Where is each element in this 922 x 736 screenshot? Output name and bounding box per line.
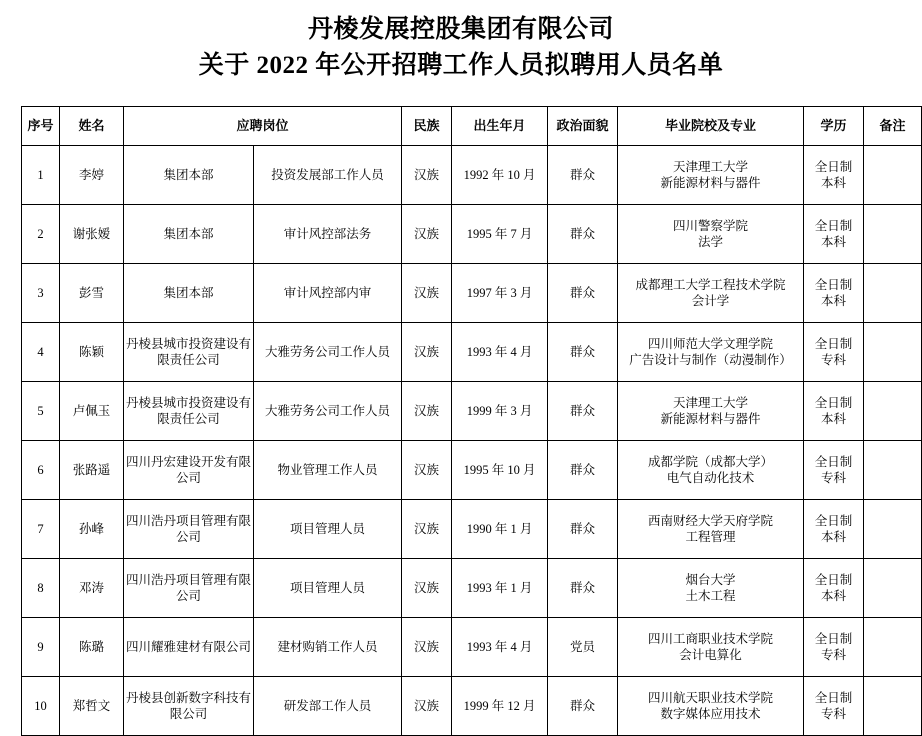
cell-position: 物业管理工作人员 xyxy=(254,441,402,500)
cell-school xyxy=(618,146,804,205)
table-header xyxy=(22,107,922,146)
table-row xyxy=(22,500,922,559)
cell-politics: 群众 xyxy=(548,205,618,264)
cell-education-line2: 本科 xyxy=(821,530,847,544)
cell-nation: 汉族 xyxy=(402,500,452,559)
cell-position: 建材购销工作人员 xyxy=(254,618,402,677)
cell-remark xyxy=(864,146,922,205)
cell-unit: 丹棱县城市投资建设有限责任公司 xyxy=(124,382,254,441)
cell-education-line1: 全日制 xyxy=(814,691,853,705)
table-row xyxy=(22,382,922,441)
cell-school-line2: 工程管理 xyxy=(685,530,736,544)
cell-no: 5 xyxy=(22,382,60,441)
cell-unit: 集团本部 xyxy=(124,205,254,264)
table-row xyxy=(22,323,922,382)
table-container xyxy=(0,84,922,736)
cell-school-line1: 四川师范大学文理学院 xyxy=(648,337,774,351)
cell-remark xyxy=(864,382,922,441)
header-nation: 民族 xyxy=(402,107,452,146)
cell-unit: 四川丹宏建设开发有限公司 xyxy=(124,441,254,500)
cell-education xyxy=(804,500,864,559)
cell-education xyxy=(804,618,864,677)
header-no: 序号 xyxy=(22,107,60,146)
cell-nation: 汉族 xyxy=(402,146,452,205)
cell-politics: 群众 xyxy=(548,146,618,205)
cell-politics: 群众 xyxy=(548,500,618,559)
cell-birth: 1995 年 7 月 xyxy=(452,205,548,264)
cell-position: 项目管理人员 xyxy=(254,559,402,618)
header-post: 应聘岗位 xyxy=(124,107,402,146)
cell-education-line1: 全日制 xyxy=(814,396,853,410)
cell-school-line1: 天津理工大学 xyxy=(673,160,749,174)
cell-education-line2: 本科 xyxy=(821,412,847,426)
cell-unit: 四川浩丹项目管理有限公司 xyxy=(124,559,254,618)
cell-school-line2: 会计电算化 xyxy=(679,648,742,662)
cell-name: 彭雪 xyxy=(60,264,124,323)
cell-education xyxy=(804,146,864,205)
cell-education-line2: 本科 xyxy=(821,294,847,308)
cell-unit: 集团本部 xyxy=(124,264,254,323)
cell-politics: 群众 xyxy=(548,559,618,618)
candidates-table xyxy=(21,106,922,736)
cell-education-line2: 本科 xyxy=(821,235,847,249)
cell-nation: 汉族 xyxy=(402,205,452,264)
cell-position: 研发部工作人员 xyxy=(254,677,402,736)
cell-name: 李婷 xyxy=(60,146,124,205)
cell-no: 7 xyxy=(22,500,60,559)
header-name: 姓名 xyxy=(60,107,124,146)
cell-education-line1: 全日制 xyxy=(814,160,853,174)
cell-education xyxy=(804,323,864,382)
cell-politics: 党员 xyxy=(548,618,618,677)
cell-birth: 1993 年 1 月 xyxy=(452,559,548,618)
table-body xyxy=(22,146,922,736)
cell-education-line2: 专科 xyxy=(821,648,847,662)
cell-unit: 丹棱县创新数字科技有限公司 xyxy=(124,677,254,736)
cell-birth: 1993 年 4 月 xyxy=(452,618,548,677)
cell-no: 6 xyxy=(22,441,60,500)
cell-education-line1: 全日制 xyxy=(814,337,853,351)
table-row xyxy=(22,618,922,677)
cell-no: 4 xyxy=(22,323,60,382)
cell-school-line1: 四川警察学院 xyxy=(673,219,749,233)
cell-school-line2: 会计学 xyxy=(691,294,730,308)
header-birth: 出生年月 xyxy=(452,107,548,146)
header-education: 学历 xyxy=(804,107,864,146)
cell-school-line2: 法学 xyxy=(698,235,724,249)
table-row xyxy=(22,677,922,736)
cell-education-line1: 全日制 xyxy=(814,278,853,292)
cell-no: 1 xyxy=(22,146,60,205)
cell-no: 10 xyxy=(22,677,60,736)
cell-position: 投资发展部工作人员 xyxy=(254,146,402,205)
table-row xyxy=(22,146,922,205)
cell-school-line1: 四川航天职业技术学院 xyxy=(648,691,774,705)
cell-school xyxy=(618,559,804,618)
cell-politics: 群众 xyxy=(548,382,618,441)
table-row xyxy=(22,264,922,323)
title-line-2: 关于 2022 年公开招聘工作人员拟聘用人员名单 xyxy=(198,52,724,79)
cell-name: 邓涛 xyxy=(60,559,124,618)
cell-education-line1: 全日制 xyxy=(814,632,853,646)
cell-school-line2: 新能源材料与器件 xyxy=(660,412,761,426)
cell-name: 张路遥 xyxy=(60,441,124,500)
cell-unit: 四川耀雅建材有限公司 xyxy=(124,618,254,677)
cell-school xyxy=(618,323,804,382)
cell-birth: 1993 年 4 月 xyxy=(452,323,548,382)
cell-education xyxy=(804,677,864,736)
cell-school xyxy=(618,677,804,736)
cell-school-line2: 土木工程 xyxy=(685,589,736,603)
cell-education-line2: 专科 xyxy=(821,471,847,485)
cell-birth: 1999 年 3 月 xyxy=(452,382,548,441)
cell-education-line2: 专科 xyxy=(821,707,847,721)
cell-remark xyxy=(864,618,922,677)
cell-politics: 群众 xyxy=(548,441,618,500)
cell-school xyxy=(618,441,804,500)
cell-nation: 汉族 xyxy=(402,382,452,441)
cell-position: 项目管理人员 xyxy=(254,500,402,559)
cell-name: 谢张嫒 xyxy=(60,205,124,264)
cell-school-line1: 天津理工大学 xyxy=(673,396,749,410)
cell-no: 8 xyxy=(22,559,60,618)
cell-name: 卢佩玉 xyxy=(60,382,124,441)
cell-no: 3 xyxy=(22,264,60,323)
title-line-1: 丹棱发展控股集团有限公司 xyxy=(307,16,614,43)
cell-education-line1: 全日制 xyxy=(814,455,853,469)
cell-school-line1: 成都学院（成都大学） xyxy=(648,455,774,469)
header-school: 毕业院校及专业 xyxy=(618,107,804,146)
cell-school-line1: 四川工商职业技术学院 xyxy=(648,632,774,646)
cell-birth: 1995 年 10 月 xyxy=(452,441,548,500)
cell-no: 9 xyxy=(22,618,60,677)
cell-remark xyxy=(864,264,922,323)
cell-education-line1: 全日制 xyxy=(814,573,853,587)
cell-name: 陈璐 xyxy=(60,618,124,677)
cell-education xyxy=(804,205,864,264)
cell-no: 2 xyxy=(22,205,60,264)
cell-school xyxy=(618,500,804,559)
header-remark: 备注 xyxy=(864,107,922,146)
cell-school-line1: 烟台大学 xyxy=(685,573,736,587)
cell-education xyxy=(804,382,864,441)
cell-education-line1: 全日制 xyxy=(814,219,853,233)
table-row xyxy=(22,559,922,618)
cell-name: 陈颖 xyxy=(60,323,124,382)
cell-school-line1: 西南财经大学天府学院 xyxy=(648,514,774,528)
cell-birth: 1999 年 12 月 xyxy=(452,677,548,736)
cell-remark xyxy=(864,441,922,500)
cell-nation: 汉族 xyxy=(402,618,452,677)
cell-school-line2: 新能源材料与器件 xyxy=(660,176,761,190)
cell-school xyxy=(618,382,804,441)
cell-education xyxy=(804,441,864,500)
cell-school-line1: 成都理工大学工程技术学院 xyxy=(635,278,786,292)
cell-nation: 汉族 xyxy=(402,323,452,382)
cell-name: 孙峰 xyxy=(60,500,124,559)
cell-remark xyxy=(864,559,922,618)
cell-education-line2: 专科 xyxy=(821,353,847,367)
cell-education-line2: 本科 xyxy=(821,176,847,190)
cell-unit: 四川浩丹项目管理有限公司 xyxy=(124,500,254,559)
cell-unit: 集团本部 xyxy=(124,146,254,205)
cell-nation: 汉族 xyxy=(402,559,452,618)
cell-politics: 群众 xyxy=(548,323,618,382)
cell-position: 大雅劳务公司工作人员 xyxy=(254,323,402,382)
cell-nation: 汉族 xyxy=(402,677,452,736)
header-politics: 政治面貌 xyxy=(548,107,618,146)
cell-school-line2: 数字媒体应用技术 xyxy=(660,707,761,721)
cell-education-line2: 本科 xyxy=(821,589,847,603)
cell-school-line2: 广告设计与制作（动漫制作） xyxy=(629,353,792,367)
cell-school xyxy=(618,264,804,323)
cell-name: 郑哲文 xyxy=(60,677,124,736)
table-row xyxy=(22,441,922,500)
cell-nation: 汉族 xyxy=(402,441,452,500)
cell-school-line2: 电气自动化技术 xyxy=(666,471,755,485)
cell-education xyxy=(804,559,864,618)
cell-birth: 1997 年 3 月 xyxy=(452,264,548,323)
cell-education xyxy=(804,264,864,323)
cell-position: 审计风控部内审 xyxy=(254,264,402,323)
cell-position: 审计风控部法务 xyxy=(254,205,402,264)
cell-school xyxy=(618,205,804,264)
cell-politics: 群众 xyxy=(548,677,618,736)
cell-remark xyxy=(864,205,922,264)
cell-position: 大雅劳务公司工作人员 xyxy=(254,382,402,441)
cell-school xyxy=(618,618,804,677)
cell-remark xyxy=(864,677,922,736)
document-title xyxy=(0,0,922,84)
cell-nation: 汉族 xyxy=(402,264,452,323)
cell-remark xyxy=(864,500,922,559)
cell-unit: 丹棱县城市投资建设有限责任公司 xyxy=(124,323,254,382)
cell-remark xyxy=(864,323,922,382)
table-header-row xyxy=(22,107,922,146)
cell-education-line1: 全日制 xyxy=(814,514,853,528)
cell-birth: 1990 年 1 月 xyxy=(452,500,548,559)
table-row xyxy=(22,205,922,264)
cell-birth: 1992 年 10 月 xyxy=(452,146,548,205)
cell-politics: 群众 xyxy=(548,264,618,323)
